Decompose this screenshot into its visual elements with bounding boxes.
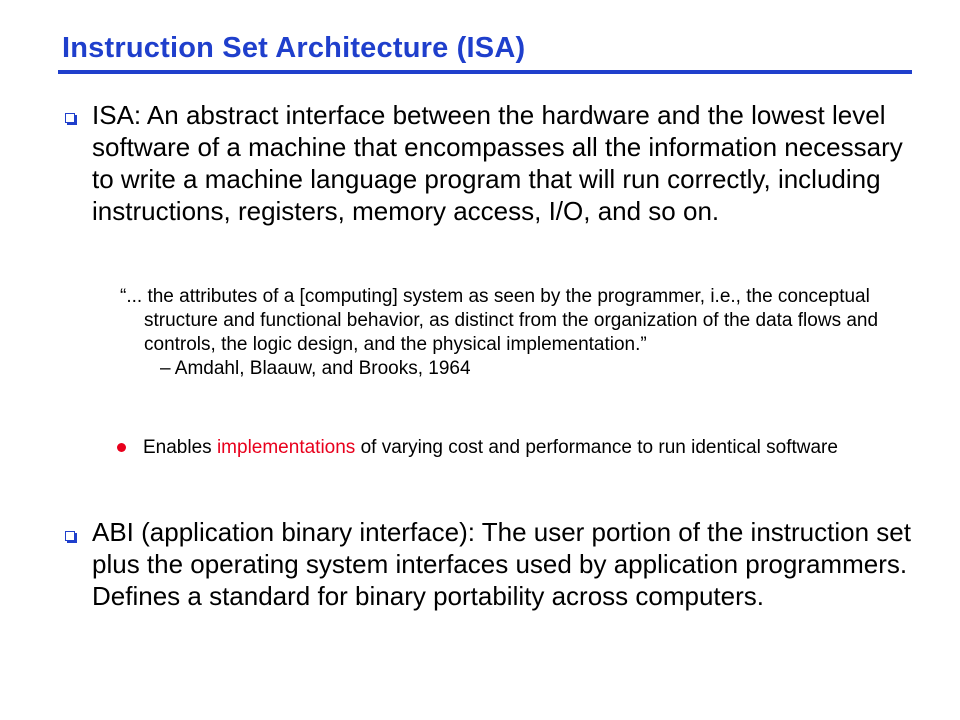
- implementations-sub-bullet: [143, 436, 923, 460]
- quote-attribution: – Amdahl, Blaauw, and Brooks, 1964: [160, 358, 471, 379]
- dot-bullet-icon: [117, 443, 126, 452]
- sub-bullet-text-start: Enables: [143, 437, 217, 458]
- quote-block: [120, 285, 920, 381]
- title-underline: [58, 70, 912, 74]
- highlight-implementations: implementations: [216, 437, 356, 458]
- quote-text: “... the attributes of a [computing] system as seen by the programmer, i.e., the conceptual structure and functional behavior, as distinct from the organization of the data flows and controls, the logic design, and the physical implementation.”: [120, 286, 879, 355]
- square-bullet-icon: [65, 113, 75, 123]
- isa-bullet-text: ISA: An abstract interface between the hardware and the lowest level software of a machine that encompasses all the information necessary to write a machine language program that will run correctly, including instructions, registers, memory access, I/O, and so on.: [92, 100, 903, 226]
- abi-bullet-text: ABI (application binary interface): The user portion of the instruction set plus the operating system interfaces used by application programmers. Defines a standard for binary portability across computers.: [92, 517, 911, 611]
- slide-title: Instruction Set Architecture (ISA): [62, 32, 526, 64]
- sub-bullet-text-end: of varying cost and performance to run identical software: [355, 437, 838, 458]
- square-bullet-icon: [65, 531, 75, 541]
